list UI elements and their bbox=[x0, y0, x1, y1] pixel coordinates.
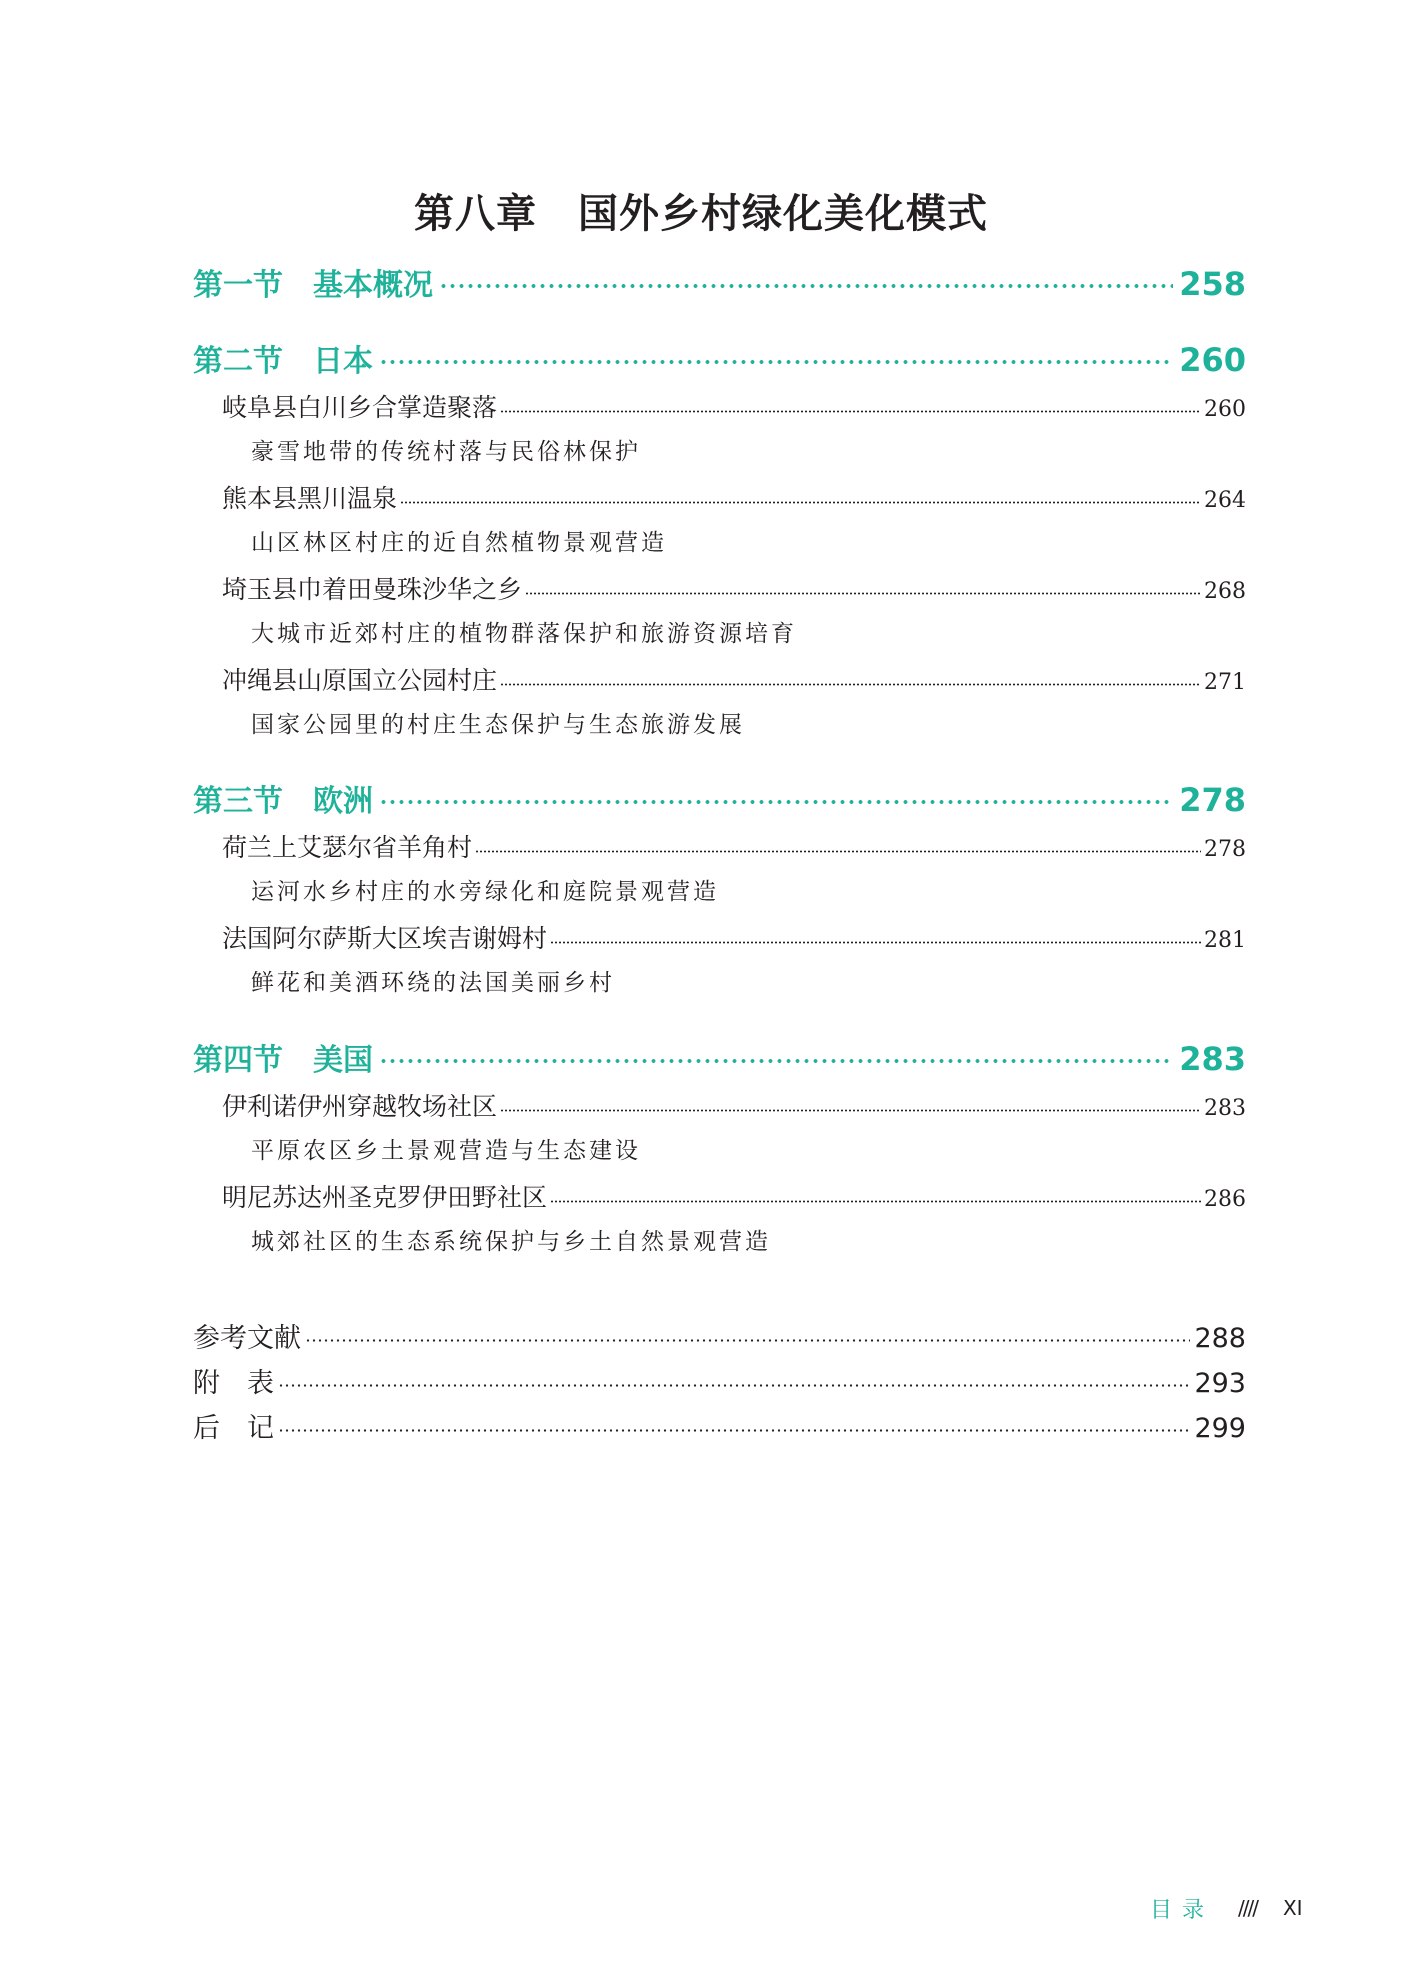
entry-page: 271 bbox=[1204, 670, 1246, 695]
section-page: 258 bbox=[1179, 265, 1246, 303]
dot-leader bbox=[500, 683, 1201, 686]
footer-title: 目录 bbox=[1150, 1897, 1215, 1923]
entry-description: 城郊社区的生态系统保护与乡土自然景观营造 bbox=[251, 1229, 771, 1255]
entry-description: 鲜花和美酒环绕的法国美丽乡村 bbox=[251, 970, 615, 996]
toc-entry[interactable] bbox=[222, 919, 1246, 953]
entry-title: 埼玉县巾着田曼珠沙华之乡 bbox=[222, 575, 523, 604]
section-label: 第四节 美国 bbox=[193, 1043, 373, 1078]
entry-title: 岐阜县白川乡合掌造聚落 bbox=[222, 393, 498, 422]
entry-description: 平原农区乡土景观营造与生态建设 bbox=[251, 1138, 641, 1164]
dot-leader bbox=[550, 941, 1201, 944]
section-page: 278 bbox=[1179, 781, 1246, 819]
entry-page: 268 bbox=[1204, 579, 1246, 604]
dot-leader bbox=[379, 800, 1173, 804]
dot-leader bbox=[278, 1384, 1190, 1387]
dot-leader bbox=[278, 1429, 1190, 1432]
dot-leader bbox=[439, 284, 1173, 288]
toc-section-2[interactable] bbox=[193, 336, 1246, 380]
entry-description: 国家公园里的村庄生态保护与生态旅游发展 bbox=[251, 712, 745, 738]
back-matter-title: 附 表 bbox=[193, 1368, 274, 1399]
footer-slashes: //// bbox=[1238, 1896, 1257, 1920]
entry-title: 冲绳县山原国立公园村庄 bbox=[222, 666, 498, 695]
entry-page: 278 bbox=[1204, 837, 1246, 862]
back-matter-title: 参考文献 bbox=[193, 1323, 301, 1354]
toc-entry[interactable] bbox=[222, 828, 1246, 862]
toc-entry[interactable] bbox=[222, 570, 1246, 604]
toc-entry[interactable] bbox=[222, 1087, 1246, 1121]
page-number: XI bbox=[1282, 1896, 1303, 1920]
toc-entry[interactable] bbox=[222, 661, 1246, 695]
entry-page: 264 bbox=[1204, 488, 1246, 513]
dot-leader bbox=[400, 501, 1201, 504]
dot-leader bbox=[379, 1059, 1173, 1063]
toc-entry[interactable] bbox=[222, 479, 1246, 513]
dot-leader bbox=[550, 1200, 1201, 1203]
toc-afterword[interactable] bbox=[193, 1406, 1246, 1442]
toc-appendix[interactable] bbox=[193, 1361, 1246, 1397]
entry-page: 281 bbox=[1204, 928, 1246, 953]
section-page: 283 bbox=[1179, 1040, 1246, 1078]
entry-description: 运河水乡村庄的水旁绿化和庭院景观营造 bbox=[251, 879, 719, 905]
section-label: 第三节 欧洲 bbox=[193, 784, 373, 819]
entry-title: 熊本县黑川温泉 bbox=[222, 484, 398, 513]
entry-description: 山区林区村庄的近自然植物景观营造 bbox=[251, 530, 667, 556]
entry-page: 260 bbox=[1204, 397, 1246, 422]
toc-section-4[interactable] bbox=[193, 1035, 1246, 1079]
dot-leader bbox=[500, 1109, 1201, 1112]
back-matter-title: 后 记 bbox=[193, 1413, 274, 1444]
toc-references[interactable] bbox=[193, 1316, 1246, 1352]
section-label: 第二节 日本 bbox=[193, 344, 373, 379]
chapter-title: 第八章 国外乡村绿化美化模式 bbox=[414, 190, 988, 237]
back-matter-page: 299 bbox=[1194, 1413, 1246, 1444]
page-footer bbox=[1150, 1893, 1350, 1923]
back-matter-page: 288 bbox=[1194, 1323, 1246, 1354]
dot-leader bbox=[379, 360, 1173, 364]
toc-entry[interactable] bbox=[222, 388, 1246, 422]
entry-title: 法国阿尔萨斯大区埃吉谢姆村 bbox=[222, 924, 548, 953]
dot-leader bbox=[525, 592, 1201, 595]
toc-section-1[interactable] bbox=[193, 260, 1246, 304]
entry-description: 豪雪地带的传统村落与民俗林保护 bbox=[251, 439, 641, 465]
entry-title: 荷兰上艾瑟尔省羊角村 bbox=[222, 833, 473, 862]
entry-description: 大城市近郊村庄的植物群落保护和旅游资源培育 bbox=[251, 621, 797, 647]
entry-page: 286 bbox=[1204, 1187, 1246, 1212]
entry-title: 伊利诺伊州穿越牧场社区 bbox=[222, 1092, 498, 1121]
dot-leader bbox=[305, 1339, 1190, 1342]
section-page: 260 bbox=[1179, 341, 1246, 379]
entry-page: 283 bbox=[1204, 1096, 1246, 1121]
entry-title: 明尼苏达州圣克罗伊田野社区 bbox=[222, 1183, 548, 1212]
toc-entry[interactable] bbox=[222, 1178, 1246, 1212]
back-matter-page: 293 bbox=[1194, 1368, 1246, 1399]
dot-leader bbox=[500, 410, 1201, 413]
dot-leader bbox=[475, 850, 1201, 853]
section-label: 第一节 基本概况 bbox=[193, 268, 433, 303]
toc-section-3[interactable] bbox=[193, 776, 1246, 820]
